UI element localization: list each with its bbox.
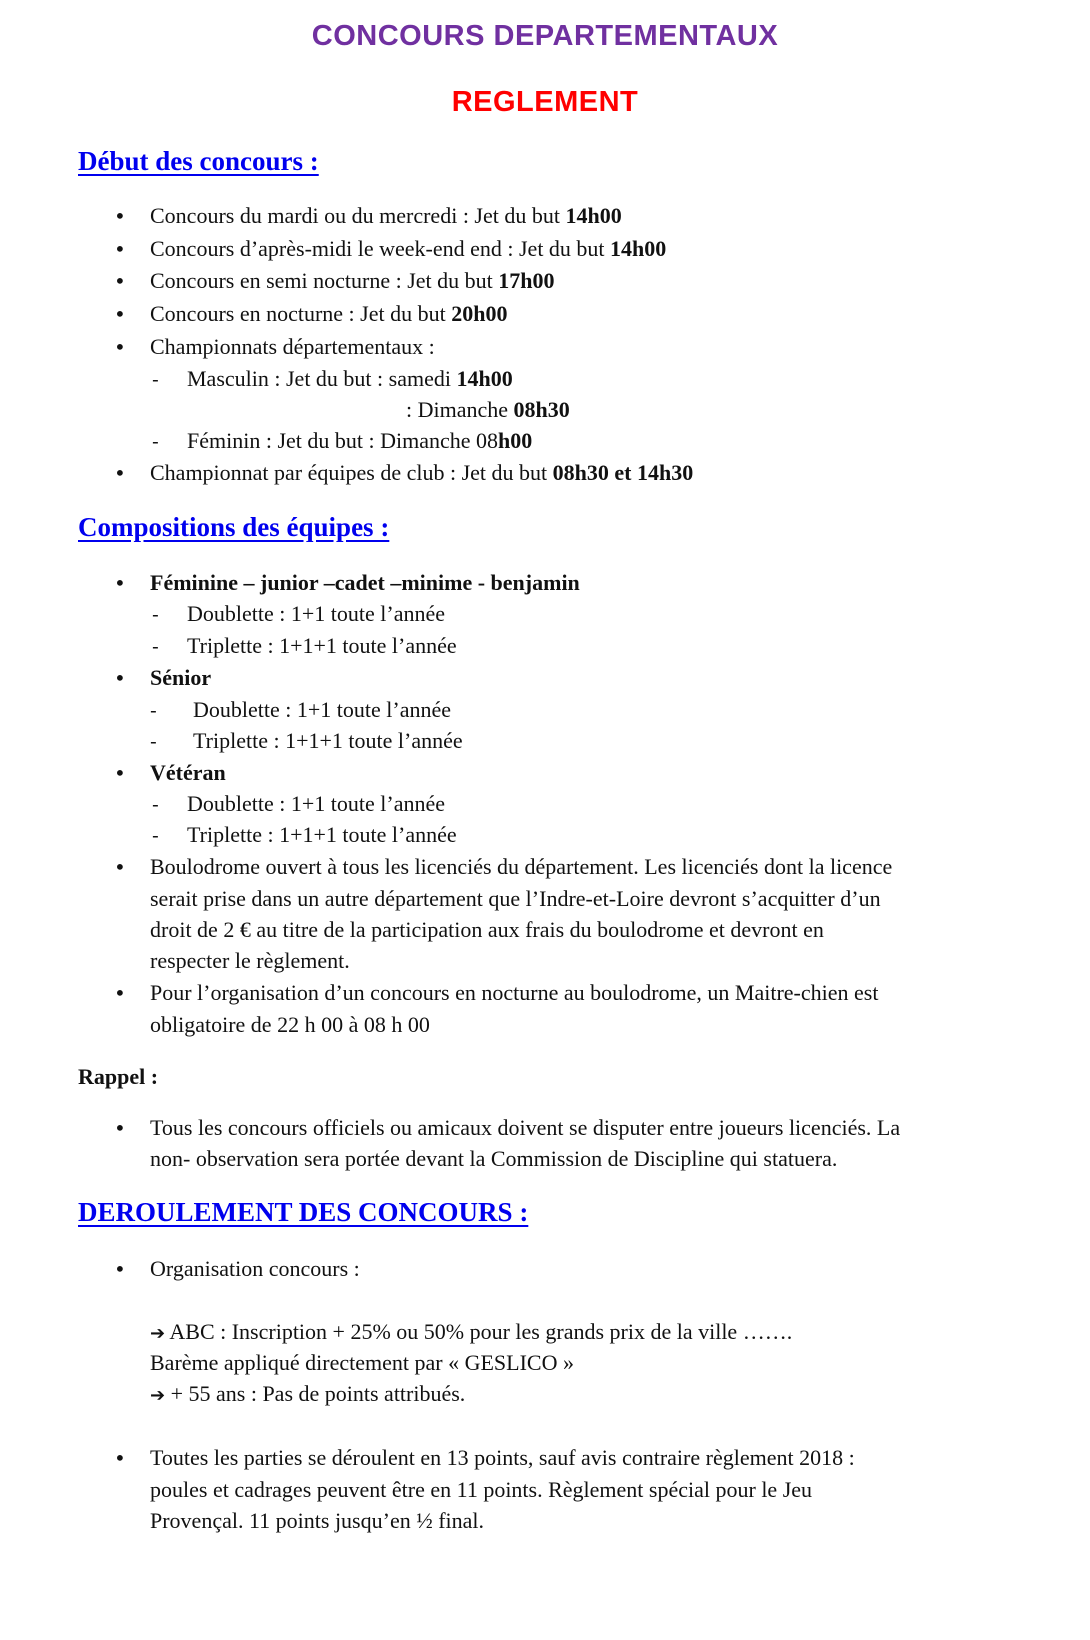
paragraph-line: non- observation sera portée devant la Commission de Discipline qui statuera. bbox=[150, 1146, 838, 1171]
bullet-icon: • bbox=[114, 761, 126, 785]
dash-icon: - bbox=[152, 634, 159, 658]
category-senior: Sénior bbox=[150, 665, 212, 690]
paragraph-line: Provençal. 11 points jusqu’en ½ final. bbox=[150, 1508, 485, 1533]
list-subitem: Doublette : 1+1 toute l’année bbox=[193, 697, 451, 722]
list-item: Championnats départementaux : bbox=[150, 334, 435, 359]
bullet-icon: • bbox=[114, 461, 126, 485]
paragraph-line: serait prise dans un autre département que l’Indre-et-Loire devront s’acquitter d’un bbox=[150, 886, 881, 911]
paragraph-line: droit de 2 € au titre de la participation aux frais du boulodrome et devront en bbox=[150, 917, 824, 942]
section-heading-deroulement: DEROULEMENT DES CONCOURS : bbox=[78, 1197, 529, 1227]
list-subitem: Triplette : 1+1+1 toute l’année bbox=[187, 822, 457, 847]
list-subitem: Barème appliqué directement par « GESLICO » bbox=[150, 1350, 574, 1375]
bullet-icon: • bbox=[114, 1116, 126, 1140]
dash-icon: - bbox=[152, 823, 159, 847]
paragraph-line: poules et cadrages peuvent être en 11 points. Règlement spécial pour le Jeu bbox=[150, 1477, 813, 1502]
bullet-icon: • bbox=[114, 1446, 126, 1470]
list-subitem: Doublette : 1+1 toute l’année bbox=[187, 791, 445, 816]
dash-icon: - bbox=[150, 729, 157, 753]
bullet-icon: • bbox=[114, 571, 126, 595]
dash-icon: - bbox=[152, 602, 159, 626]
rappel-label: Rappel : bbox=[78, 1064, 159, 1089]
list-item: Concours en semi nocturne : Jet du but 17h00 bbox=[150, 268, 555, 293]
list-subitem: ➔ + 55 ans : Pas de points attribués. bbox=[150, 1381, 466, 1406]
paragraph-line: Pour l’organisation d’un concours en nocturne au boulodrome, un Maitre-chien est bbox=[150, 980, 879, 1005]
paragraph-line: Toutes les parties se déroulent en 13 points, sauf avis contraire règlement 2018 : bbox=[150, 1445, 855, 1470]
list-item: Concours d’après-midi le week-end end : Jet du but 14h00 bbox=[150, 236, 667, 261]
paragraph-line: Boulodrome ouvert à tous les licenciés du département. Les licenciés dont la licence bbox=[150, 854, 893, 879]
document-title: CONCOURS DEPARTEMENTAUX bbox=[311, 20, 779, 52]
bullet-icon: • bbox=[114, 1257, 126, 1281]
bullet-icon: • bbox=[114, 204, 126, 228]
list-item: Concours en nocturne : Jet du but 20h00 bbox=[150, 301, 508, 326]
bullet-icon: • bbox=[114, 302, 126, 326]
bullet-icon: • bbox=[114, 981, 126, 1005]
category-feminine: Féminine – junior –cadet –minime - benjamin bbox=[150, 570, 580, 595]
dash-icon: - bbox=[152, 429, 159, 453]
list-item: Organisation concours : bbox=[150, 1256, 360, 1281]
dash-icon: - bbox=[150, 698, 157, 722]
bullet-icon: • bbox=[114, 666, 126, 690]
bullet-icon: • bbox=[114, 237, 126, 261]
list-subitem: Triplette : 1+1+1 toute l’année bbox=[193, 728, 463, 753]
dash-icon: - bbox=[152, 367, 159, 391]
list-subitem: Doublette : 1+1 toute l’année bbox=[187, 601, 445, 626]
document-subtitle: REGLEMENT bbox=[451, 86, 639, 118]
category-veteran: Vétéran bbox=[150, 760, 226, 785]
list-item: Championnat par équipes de club : Jet du but 08h30 et 14h30 bbox=[150, 460, 694, 485]
bullet-icon: • bbox=[114, 335, 126, 359]
bullet-icon: • bbox=[114, 269, 126, 293]
dash-icon: - bbox=[152, 792, 159, 816]
bullet-icon: • bbox=[114, 855, 126, 879]
list-subitem: ➔ ABC : Inscription + 25% ou 50% pour les grands prix de la ville ……. bbox=[150, 1319, 793, 1344]
list-subitem: : Dimanche 08h30 bbox=[406, 397, 570, 422]
paragraph-line: Tous les concours officiels ou amicaux doivent se disputer entre joueurs licenciés. La bbox=[150, 1115, 901, 1140]
list-subitem: Masculin : Jet du but : samedi 14h00 bbox=[187, 366, 513, 391]
list-subitem: Féminin : Jet du but : Dimanche 08h00 bbox=[187, 428, 533, 453]
section-heading-debut: Début des concours : bbox=[78, 146, 319, 176]
arrow-right-icon: ➔ bbox=[150, 1385, 166, 1406]
list-item: Concours du mardi ou du mercredi : Jet du but 14h00 bbox=[150, 203, 622, 228]
arrow-right-icon: ➔ bbox=[150, 1323, 166, 1344]
paragraph-line: obligatoire de 22 h 00 à 08 h 00 bbox=[150, 1012, 430, 1037]
list-subitem: Triplette : 1+1+1 toute l’année bbox=[187, 633, 457, 658]
section-heading-compositions: Compositions des équipes : bbox=[78, 512, 390, 542]
paragraph-line: respecter le règlement. bbox=[150, 948, 350, 973]
